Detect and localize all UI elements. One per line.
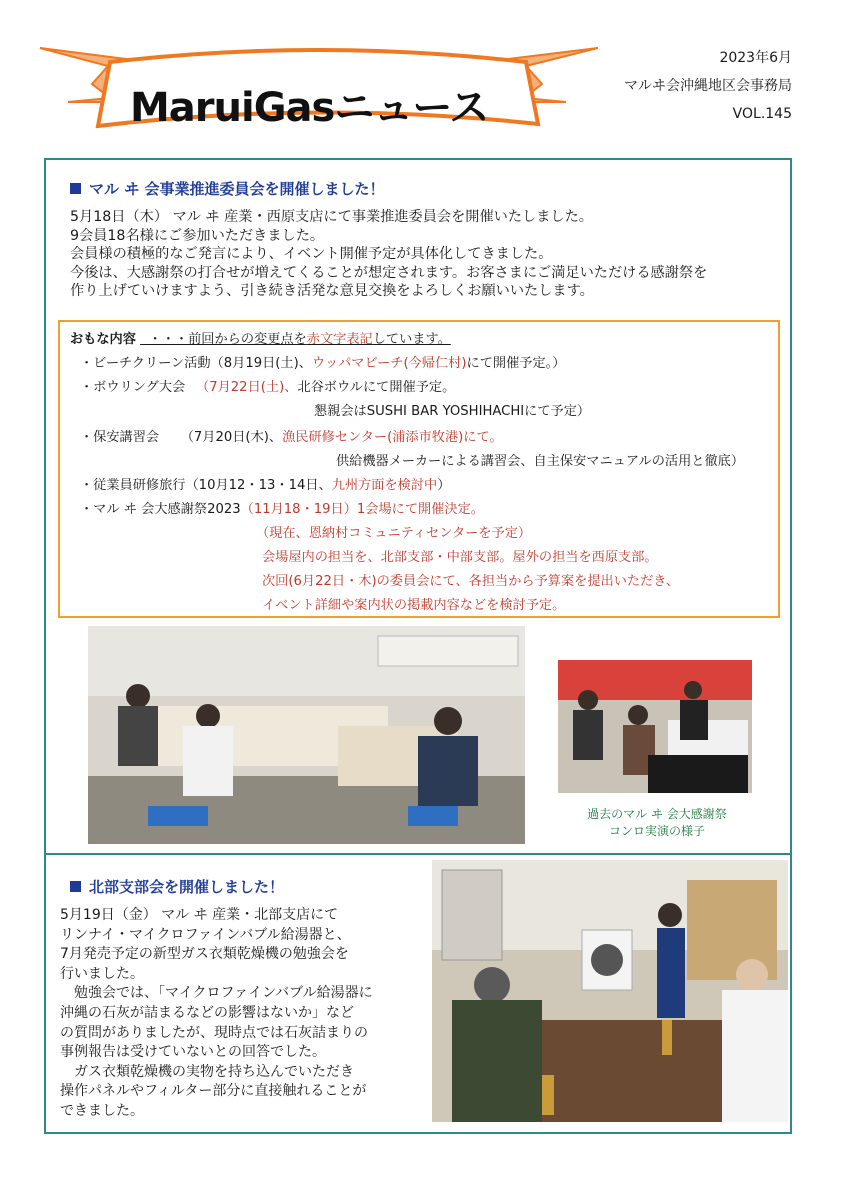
issue-date: 2023年6月 bbox=[719, 50, 792, 66]
agenda-item: （現在、恩納村コミュニティセンターを予定） bbox=[256, 526, 532, 541]
agenda-box bbox=[58, 320, 780, 618]
agenda-item: ・ビーチクリーン活動（8月19日(土)、ウッパマビーチ(今帰仁村)にて開催予定。） bbox=[80, 356, 566, 371]
agenda-item: ・マル ヰ 会大感謝祭2023（11月18・19日）1会場にて開催決定。 bbox=[80, 502, 484, 517]
agenda-item: 懇親会はSUSHI BAR YOSHIHACHIにて予定） bbox=[314, 404, 591, 419]
agenda-heading: おもな内容 ・・・前回からの変更点を赤文字表記しています。 bbox=[70, 332, 451, 347]
committee-meeting-photo bbox=[88, 626, 525, 844]
newsletter-title: MaruiGasニュース bbox=[130, 85, 489, 131]
header-meta bbox=[624, 44, 792, 128]
festival-stove-demo-photo bbox=[558, 660, 752, 793]
square-bullet-icon bbox=[70, 881, 81, 892]
agenda-item: 会場屋内の担当を、北部支部・中部支部。屋外の担当を西原支部。 bbox=[262, 550, 658, 565]
section-divider bbox=[44, 853, 792, 855]
agenda-item: ・従業員研修旅行（10月12・13・14日、九州方面を検討中） bbox=[80, 478, 451, 493]
northern-branch-meeting-photo bbox=[432, 860, 788, 1122]
agenda-item: ・保安講習会 （7月20日(木)、漁民研修センター(浦添市牧港)にて。 bbox=[80, 430, 503, 445]
section1-body: 5月18日（木） マル ヰ 産業・西原支店にて事業推進委員会を開催いたしました。 9会員18名様にご参加いただきました。 会員様の積極的なご発言により、イベント開催予定が具体化してきました。 今後は、大感謝祭の打合せが増えてくることが想定されます。お客さまにご満足いただける感謝祭を 作り上げていけますよう、引き続き活発な意見交換をよろしくお願いいたします。 bbox=[70, 209, 708, 299]
festival-photo-caption: 過去のマル ヰ 会大感謝祭 コンロ実演の様子 bbox=[587, 807, 727, 838]
agenda-item: 供給機器メーカーによる講習会、自主保安マニュアルの活用と徹底） bbox=[336, 454, 745, 469]
section1-title: マル ヰ 会事業推進委員会を開催しました！ bbox=[70, 178, 384, 199]
square-bullet-icon bbox=[70, 183, 81, 194]
volume-number: VOL.145 bbox=[732, 106, 792, 122]
agenda-item: イベント詳細や案内状の掲載内容などを検討予定。 bbox=[262, 598, 566, 613]
section2-title: 北部支部会を開催しました！ bbox=[70, 876, 284, 897]
agenda-item: 次回(6月22日・木)の委員会にて、各担当から予算案を提出いただき、 bbox=[262, 574, 680, 589]
publisher: マルヰ会沖縄地区会事務局 bbox=[624, 78, 792, 94]
agenda-item: ・ボウリング大会 （7月22日(土)、北谷ボウルにて開催予定。 bbox=[80, 380, 456, 395]
section2-body: 5月19日（金） マル ヰ 産業・北部支店にて リンナイ・マイクロファインバブル給湯器と、 7月発売予定の新型ガス衣類乾燥機の勉強会を 行いました。 勉強会では、「マイクロファインバブル給湯器に 沖縄の石灰が詰まるなどの影響はないか」など の質問がありましたが、現時点では石灰詰まりの 事例報告は受けていないとの回答でした。 ガス衣類乾燥機の実物を持ち込んでいただき 操作パネルやフィルター部分に直接触れることが できました。 bbox=[60, 907, 373, 1119]
